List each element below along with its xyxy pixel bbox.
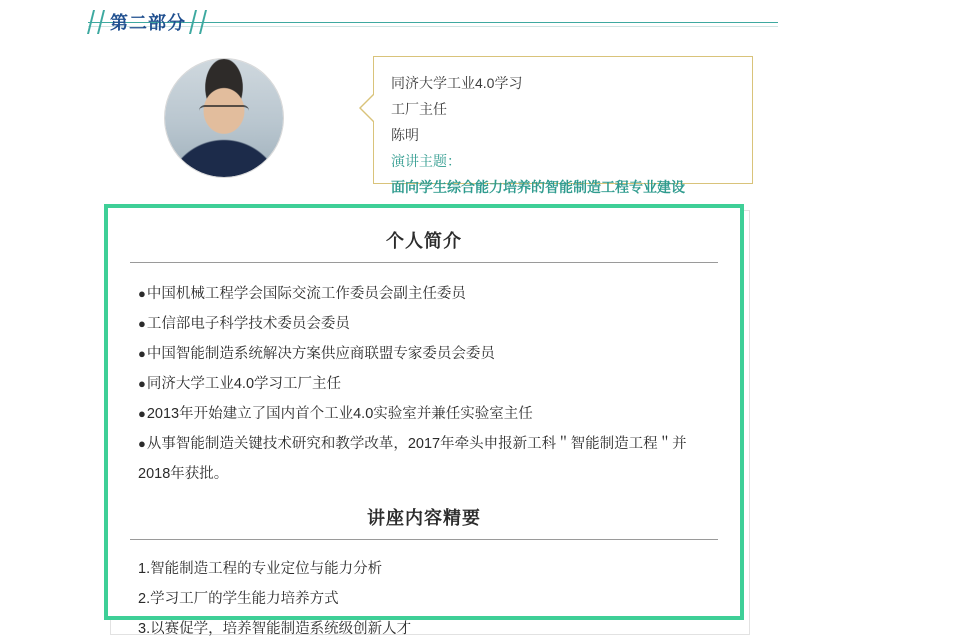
bio-item-text: 工信部电子科学技术委员会委员 xyxy=(146,316,350,332)
bio-list-item xyxy=(130,339,718,369)
bullet-dot-icon: ● xyxy=(138,376,146,391)
lecture-list-item: 1.智能制造工程的专业定位与能力分析 xyxy=(138,561,383,577)
lecture-list-item: 2.学习工厂的学生能力培养方式 xyxy=(138,591,339,607)
section-header xyxy=(0,6,959,40)
speaker-name: 陈明 xyxy=(391,127,419,143)
bio-title: 个人简介 xyxy=(386,231,462,251)
avatar xyxy=(164,58,284,178)
lecture-title: 讲座内容精要 xyxy=(367,508,481,528)
bio-list-item xyxy=(130,279,718,309)
lecture-title-divider xyxy=(130,539,718,540)
bio-list-item xyxy=(130,429,718,489)
bio-item-text: 中国机械工程学会国际交流工作委员会副主任委员 xyxy=(146,286,466,302)
bio-list xyxy=(130,279,718,489)
bio-item-text: 从事智能制造关键技术研究和教学改革，2017年牵头申报新工科＂智能制造工程＂并2018年获批。 xyxy=(138,436,687,482)
lecture-list xyxy=(130,554,718,644)
bio-list-item xyxy=(130,369,718,399)
bio-item-text: 2013年开始建立了国内首个工业4.0实验室并兼任实验室主任 xyxy=(146,406,533,422)
bio-title-divider xyxy=(130,262,718,263)
bullet-dot-icon: ● xyxy=(138,346,146,361)
callout-arrow-fill xyxy=(361,93,376,123)
glasses-icon xyxy=(199,105,249,119)
speaker-info xyxy=(391,70,742,200)
bullet-dot-icon: ● xyxy=(138,436,146,451)
bullet-dot-icon: ● xyxy=(138,406,146,421)
speaker-topic: 面向学生综合能力培养的智能制造工程专业建设 xyxy=(391,179,685,195)
section-title: 第二部分 xyxy=(110,13,186,33)
bio-item-text: 中国智能制造系统解决方案供应商联盟专家委员会委员 xyxy=(146,346,495,362)
speaker-callout xyxy=(373,56,753,195)
bio-item-text: 同济大学工业4.0学习工厂主任 xyxy=(146,376,342,392)
bullet-dot-icon: ● xyxy=(138,316,146,331)
speaker-org: 同济大学工业4.0学习 xyxy=(391,75,523,91)
bio-list-item xyxy=(130,309,718,339)
bullet-dot-icon: ● xyxy=(138,286,146,301)
speaker-position: 工厂主任 xyxy=(391,101,447,117)
bio-card xyxy=(104,204,744,637)
bio-list-item xyxy=(130,399,718,429)
lecture-list-item: 3.以赛促学，培养智能制造系统级创新人才 xyxy=(138,621,412,637)
speaker-topic-label: 演讲主题： xyxy=(391,153,461,169)
